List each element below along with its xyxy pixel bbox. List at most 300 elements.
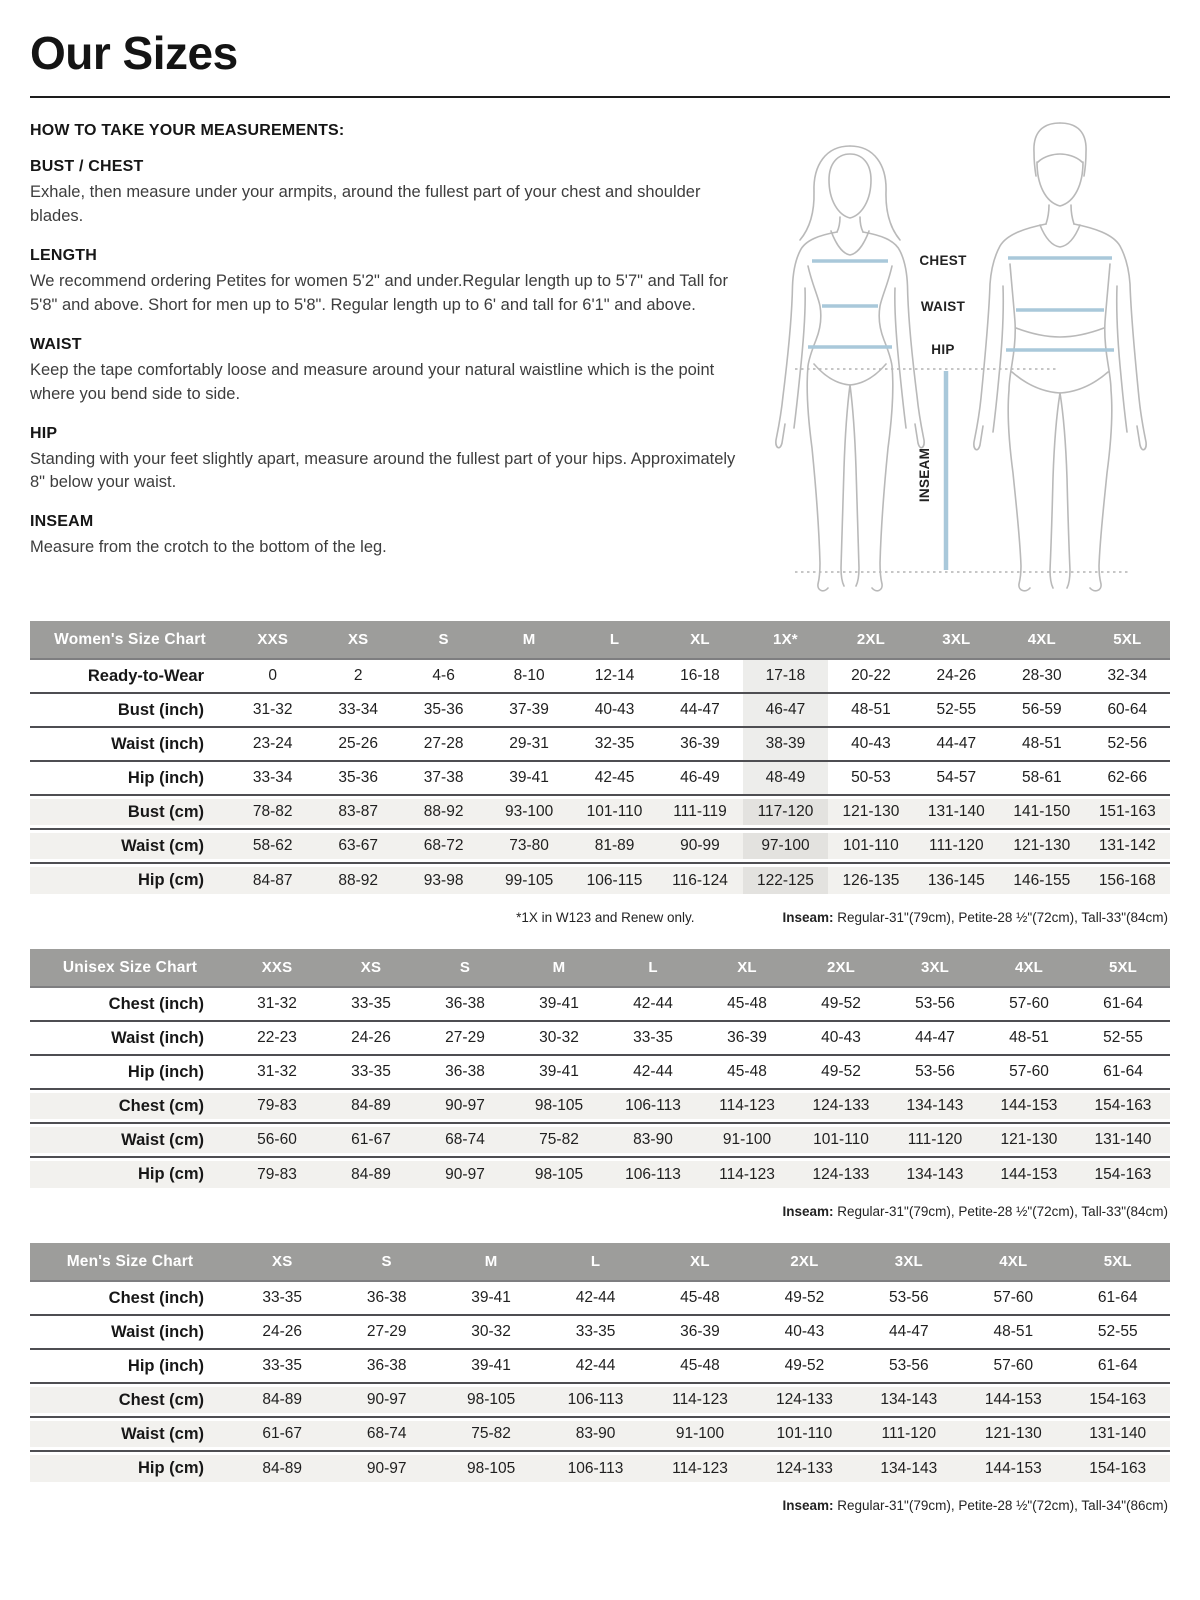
size-cell: 91-100 bbox=[648, 1417, 752, 1451]
size-cell: 46-47 bbox=[743, 693, 828, 727]
size-column-header: S bbox=[418, 949, 512, 987]
size-column-header: S bbox=[334, 1243, 438, 1281]
size-cell: 45-48 bbox=[680, 1357, 720, 1374]
size-column-header: 4XL bbox=[982, 949, 1076, 987]
size-cell: 93-98 bbox=[401, 863, 486, 897]
size-cell: 90-97 bbox=[418, 1157, 512, 1191]
size-cell: 39-41 bbox=[539, 1063, 579, 1080]
size-cell: 134-143 bbox=[888, 1157, 982, 1191]
size-cell: 50-53 bbox=[851, 769, 891, 786]
inseam-label: INSEAM bbox=[917, 447, 932, 503]
size-column-header: XS bbox=[324, 949, 418, 987]
size-cell: 33-35 bbox=[575, 1323, 616, 1340]
size-cell: 12-14 bbox=[594, 667, 635, 684]
size-cell: 53-56 bbox=[915, 995, 955, 1012]
table-title: Women's Size Chart bbox=[30, 621, 230, 659]
table-row bbox=[30, 693, 1170, 727]
size-cell: 106-113 bbox=[543, 1383, 647, 1417]
size-cell: 53-56 bbox=[889, 1289, 929, 1306]
size-cell: 111-120 bbox=[857, 1417, 961, 1451]
inseam-label: Inseam: bbox=[782, 1498, 834, 1513]
size-cell: 126-135 bbox=[828, 863, 913, 897]
size-column-header: 2XL bbox=[794, 949, 888, 987]
title-divider bbox=[30, 96, 1170, 98]
size-cell: 146-155 bbox=[999, 863, 1084, 897]
size-column-header: 2XL bbox=[828, 621, 913, 659]
size-column-header: 5XL bbox=[1076, 949, 1170, 987]
section-heading: BUST / CHEST bbox=[30, 158, 144, 175]
section-body: Exhale, then measure under your armpits, around the fullest part of your chest and shoulder blades. bbox=[30, 183, 701, 225]
size-cell: 48-51 bbox=[1009, 1029, 1049, 1046]
size-cell: 32-34 bbox=[1107, 667, 1148, 684]
size-cell: 134-143 bbox=[888, 1089, 982, 1123]
table-row bbox=[30, 1383, 1170, 1417]
size-cell: 90-97 bbox=[334, 1383, 438, 1417]
size-cell: 75-82 bbox=[512, 1123, 606, 1157]
row-label: Bust (cm) bbox=[30, 795, 230, 829]
size-cell: 42-45 bbox=[594, 769, 635, 786]
size-cell: 97-100 bbox=[743, 829, 828, 863]
size-cell: 0 bbox=[268, 667, 278, 684]
womens-size-chart bbox=[30, 621, 1170, 897]
mens-size-chart bbox=[30, 1243, 1170, 1485]
table-row bbox=[30, 987, 1170, 1021]
footnote-inseam bbox=[782, 1204, 1168, 1219]
size-cell: 84-89 bbox=[324, 1157, 418, 1191]
size-cell: 27-28 bbox=[423, 735, 464, 752]
row-label: Chest (inch) bbox=[108, 1288, 204, 1307]
size-cell: 40-43 bbox=[821, 1029, 861, 1046]
unisex-chart-footnotes bbox=[30, 1204, 1168, 1219]
inseam-label: Inseam: bbox=[782, 1204, 834, 1219]
row-label: Chest (cm) bbox=[30, 1089, 230, 1123]
size-cell: 78-82 bbox=[230, 795, 315, 829]
size-cell: 98-105 bbox=[512, 1089, 606, 1123]
male-figure-outline bbox=[974, 123, 1146, 591]
size-cell: 39-41 bbox=[509, 769, 549, 786]
size-cell: 156-168 bbox=[1085, 863, 1170, 897]
size-cell: 106-113 bbox=[606, 1157, 700, 1191]
size-cell: 52-55 bbox=[936, 701, 977, 718]
size-column-header: S bbox=[401, 621, 486, 659]
size-cell: 83-90 bbox=[543, 1417, 647, 1451]
size-cell: 35-36 bbox=[423, 701, 464, 718]
waist-label: WAIST bbox=[920, 299, 966, 314]
size-cell: 117-120 bbox=[743, 795, 828, 829]
section-hip bbox=[30, 425, 750, 496]
size-cell: 24-26 bbox=[262, 1323, 303, 1340]
size-cell: 154-163 bbox=[1076, 1089, 1170, 1123]
size-cell: 39-41 bbox=[539, 995, 579, 1012]
size-cell: 99-105 bbox=[486, 863, 571, 897]
size-cell: 88-92 bbox=[401, 795, 486, 829]
unisex-size-chart bbox=[30, 949, 1170, 1191]
table-row bbox=[30, 1281, 1170, 1315]
size-cell: 131-140 bbox=[1066, 1417, 1171, 1451]
table-row bbox=[30, 795, 1170, 829]
size-cell: 60-64 bbox=[1107, 701, 1148, 718]
size-cell: 61-64 bbox=[1097, 1357, 1138, 1374]
size-cell: 4-6 bbox=[432, 667, 455, 684]
footnote-inseam bbox=[782, 910, 1168, 925]
size-cell: 141-150 bbox=[999, 795, 1084, 829]
size-cell: 33-35 bbox=[351, 1063, 391, 1080]
size-cell: 98-105 bbox=[439, 1451, 543, 1485]
size-cell: 53-56 bbox=[915, 1063, 955, 1080]
size-cell: 90-97 bbox=[334, 1451, 438, 1485]
size-cell: 57-60 bbox=[993, 1357, 1034, 1374]
row-label: Waist (cm) bbox=[30, 1417, 230, 1451]
size-column-header: XXS bbox=[230, 949, 324, 987]
inseam-values: Regular-31"(79cm), Petite-28 ½"(72cm), Tall-34"(86cm) bbox=[833, 1498, 1168, 1513]
size-cell: 16-18 bbox=[680, 667, 720, 684]
table-row bbox=[30, 1089, 1170, 1123]
size-cell: 154-163 bbox=[1066, 1383, 1171, 1417]
table-row bbox=[30, 1123, 1170, 1157]
size-cell: 29-31 bbox=[509, 735, 549, 752]
size-column-header: XL bbox=[648, 1243, 752, 1281]
chest-label: CHEST bbox=[919, 253, 967, 268]
womens-size-chart-section bbox=[30, 621, 1170, 925]
body-measurement-diagram bbox=[750, 118, 1170, 603]
size-cell: 58-61 bbox=[1021, 769, 1062, 786]
size-cell: 121-130 bbox=[999, 829, 1084, 863]
size-column-header: 5XL bbox=[1066, 1243, 1171, 1281]
section-body: Standing with your feet slightly apart, measure around the fullest part of your hips. Approximately 8" below your waist. bbox=[30, 449, 736, 492]
size-cell: 31-32 bbox=[252, 701, 293, 718]
size-cell: 57-60 bbox=[1009, 1063, 1049, 1080]
size-cell: 131-142 bbox=[1085, 829, 1170, 863]
size-cell: 90-97 bbox=[418, 1089, 512, 1123]
size-cell: 48-51 bbox=[1021, 735, 1062, 752]
size-cell: 84-87 bbox=[230, 863, 315, 897]
size-cell: 61-67 bbox=[324, 1123, 418, 1157]
size-cell: 124-133 bbox=[794, 1157, 888, 1191]
size-cell: 40-43 bbox=[851, 735, 891, 752]
instructions-heading: HOW TO TAKE YOUR MEASUREMENTS: bbox=[30, 122, 345, 139]
row-label: Hip (cm) bbox=[30, 1451, 230, 1485]
size-cell: 114-123 bbox=[648, 1451, 752, 1485]
size-cell: 136-145 bbox=[914, 863, 999, 897]
size-cell: 93-100 bbox=[486, 795, 571, 829]
size-cell: 52-56 bbox=[1107, 735, 1148, 752]
size-cell: 121-130 bbox=[982, 1123, 1076, 1157]
size-cell: 24-26 bbox=[936, 667, 977, 684]
size-cell: 144-153 bbox=[961, 1451, 1065, 1485]
size-cell: 49-52 bbox=[784, 1289, 825, 1306]
size-column-header: XL bbox=[657, 621, 742, 659]
size-cell: 46-49 bbox=[680, 769, 720, 786]
size-cell: 134-143 bbox=[857, 1383, 961, 1417]
size-cell: 154-163 bbox=[1076, 1157, 1170, 1191]
unisex-size-chart-section bbox=[30, 949, 1170, 1219]
size-cell: 84-89 bbox=[230, 1451, 334, 1485]
size-column-header: M bbox=[439, 1243, 543, 1281]
size-cell: 73-80 bbox=[486, 829, 571, 863]
row-label: Waist (inch) bbox=[111, 1322, 204, 1341]
size-cell: 83-87 bbox=[315, 795, 400, 829]
size-cell: 88-92 bbox=[315, 863, 400, 897]
size-column-header: M bbox=[486, 621, 571, 659]
table-title: Men's Size Chart bbox=[30, 1243, 230, 1281]
size-cell: 44-47 bbox=[680, 701, 720, 718]
size-cell: 27-29 bbox=[445, 1029, 485, 1046]
size-cell: 28-30 bbox=[1021, 667, 1062, 684]
size-cell: 39-41 bbox=[471, 1289, 511, 1306]
size-cell: 124-133 bbox=[752, 1383, 856, 1417]
size-cell: 58-62 bbox=[230, 829, 315, 863]
size-column-header: 3XL bbox=[888, 949, 982, 987]
size-cell: 30-32 bbox=[471, 1323, 511, 1340]
size-cell: 38-39 bbox=[743, 727, 828, 761]
table-row bbox=[30, 1055, 1170, 1089]
size-cell: 56-60 bbox=[230, 1123, 324, 1157]
size-cell: 40-43 bbox=[784, 1323, 825, 1340]
size-cell: 20-22 bbox=[851, 667, 891, 684]
size-cell: 81-89 bbox=[572, 829, 657, 863]
size-cell: 144-153 bbox=[982, 1089, 1076, 1123]
table-title: Unisex Size Chart bbox=[30, 949, 230, 987]
row-label: Hip (inch) bbox=[127, 1356, 204, 1375]
row-label: Hip (cm) bbox=[30, 1157, 230, 1191]
size-cell: 33-34 bbox=[252, 769, 293, 786]
size-cell: 36-39 bbox=[680, 1323, 720, 1340]
table-row bbox=[30, 761, 1170, 795]
size-cell: 31-32 bbox=[257, 1063, 297, 1080]
size-cell: 42-44 bbox=[633, 995, 673, 1012]
size-cell: 124-133 bbox=[794, 1089, 888, 1123]
page-title: Our Sizes bbox=[30, 27, 238, 79]
size-cell: 111-120 bbox=[888, 1123, 982, 1157]
table-row bbox=[30, 1157, 1170, 1191]
size-cell: 45-48 bbox=[680, 1289, 720, 1306]
table-row bbox=[30, 863, 1170, 897]
size-cell: 124-133 bbox=[752, 1451, 856, 1485]
footnote-note: *1X in W123 and Renew only. bbox=[516, 910, 695, 925]
size-cell: 42-44 bbox=[575, 1357, 616, 1374]
size-cell: 31-32 bbox=[257, 995, 297, 1012]
size-cell: 62-66 bbox=[1107, 769, 1148, 786]
size-column-header: 1X* bbox=[743, 621, 828, 659]
size-cell: 40-43 bbox=[594, 701, 635, 718]
size-cell: 8-10 bbox=[513, 667, 545, 684]
size-cell: 53-56 bbox=[889, 1357, 929, 1374]
size-cell: 33-35 bbox=[351, 995, 391, 1012]
size-cell: 144-153 bbox=[961, 1383, 1065, 1417]
size-cell: 122-125 bbox=[743, 863, 828, 897]
size-cell: 154-163 bbox=[1066, 1451, 1171, 1485]
size-cell: 42-44 bbox=[633, 1063, 673, 1080]
size-cell: 68-74 bbox=[418, 1123, 512, 1157]
inseam-values: Regular-31"(79cm), Petite-28 ½"(72cm), Tall-33"(84cm) bbox=[833, 1204, 1168, 1219]
size-column-header: 4XL bbox=[961, 1243, 1065, 1281]
table-row bbox=[30, 727, 1170, 761]
row-label: Bust (inch) bbox=[117, 700, 204, 719]
size-cell: 83-90 bbox=[606, 1123, 700, 1157]
size-cell: 39-41 bbox=[471, 1357, 511, 1374]
size-column-header: 3XL bbox=[857, 1243, 961, 1281]
size-cell: 48-51 bbox=[851, 701, 891, 718]
size-cell: 106-113 bbox=[543, 1451, 647, 1485]
size-cell: 57-60 bbox=[993, 1289, 1034, 1306]
size-cell: 131-140 bbox=[1076, 1123, 1170, 1157]
footnote-inseam bbox=[782, 1498, 1168, 1513]
size-cell: 37-38 bbox=[423, 769, 464, 786]
size-cell: 90-99 bbox=[657, 829, 742, 863]
table-row bbox=[30, 1417, 1170, 1451]
row-label: Hip (inch) bbox=[127, 768, 204, 787]
row-label: Waist (cm) bbox=[30, 829, 230, 863]
size-cell: 44-47 bbox=[936, 735, 977, 752]
section-body: We recommend ordering Petites for women 5'2" and under.Regular length up to 5'7" and Tall for 5'8" and above. Short for men up to 5'8". Regular length up to 6' and tall for 6'1" and above. bbox=[30, 271, 728, 314]
size-cell: 36-38 bbox=[445, 1063, 485, 1080]
size-cell: 111-119 bbox=[657, 795, 742, 829]
hip-label: HIP bbox=[931, 342, 955, 357]
section-heading: INSEAM bbox=[30, 513, 94, 531]
size-cell: 32-35 bbox=[594, 735, 635, 752]
size-cell: 57-60 bbox=[1009, 995, 1049, 1012]
size-cell: 61-64 bbox=[1103, 995, 1143, 1012]
row-label: Hip (cm) bbox=[30, 863, 230, 897]
section-heading: WAIST bbox=[30, 335, 82, 353]
size-cell: 84-89 bbox=[324, 1089, 418, 1123]
size-cell: 121-130 bbox=[828, 795, 913, 829]
size-cell: 98-105 bbox=[512, 1157, 606, 1191]
table-row bbox=[30, 1451, 1170, 1485]
size-cell: 61-64 bbox=[1103, 1063, 1143, 1080]
inseam-label: Inseam: bbox=[782, 910, 834, 925]
womens-chart-footnotes bbox=[30, 910, 1168, 925]
size-cell: 61-67 bbox=[230, 1417, 334, 1451]
size-cell: 45-48 bbox=[727, 1063, 767, 1080]
size-cell: 121-130 bbox=[961, 1417, 1065, 1451]
size-cell: 61-64 bbox=[1097, 1289, 1138, 1306]
size-column-header: L bbox=[606, 949, 700, 987]
size-column-header: XS bbox=[230, 1243, 334, 1281]
size-cell: 68-74 bbox=[334, 1417, 438, 1451]
size-cell: 144-153 bbox=[982, 1157, 1076, 1191]
size-cell: 35-36 bbox=[338, 769, 378, 786]
inseam-guide-lines bbox=[795, 369, 1128, 572]
size-cell: 131-140 bbox=[914, 795, 999, 829]
size-cell: 52-55 bbox=[1103, 1029, 1143, 1046]
size-cell: 23-24 bbox=[252, 735, 293, 752]
section-bust-chest bbox=[30, 158, 750, 229]
size-cell: 27-29 bbox=[366, 1323, 407, 1340]
size-column-header: M bbox=[512, 949, 606, 987]
size-cell: 114-123 bbox=[700, 1089, 794, 1123]
row-label: Hip (inch) bbox=[127, 1062, 204, 1081]
table-row bbox=[30, 1021, 1170, 1055]
size-cell: 79-83 bbox=[230, 1157, 324, 1191]
size-cell: 106-115 bbox=[572, 863, 657, 897]
size-cell: 24-26 bbox=[351, 1029, 391, 1046]
size-cell: 33-34 bbox=[338, 701, 378, 718]
row-label: Chest (cm) bbox=[30, 1383, 230, 1417]
size-cell: 98-105 bbox=[439, 1383, 543, 1417]
section-body: Keep the tape comfortably loose and measure around your natural waistline which is the point where you bend side to side. bbox=[30, 360, 715, 403]
size-column-header: XL bbox=[700, 949, 794, 987]
table-row bbox=[30, 1349, 1170, 1383]
size-column-header: L bbox=[572, 621, 657, 659]
size-cell: 151-163 bbox=[1085, 795, 1170, 829]
size-cell: 42-44 bbox=[575, 1289, 616, 1306]
size-cell: 75-82 bbox=[439, 1417, 543, 1451]
mens-chart-footnotes bbox=[30, 1498, 1168, 1513]
size-column-header: 2XL bbox=[752, 1243, 856, 1281]
size-cell: 45-48 bbox=[727, 995, 767, 1012]
size-cell: 22-23 bbox=[257, 1029, 297, 1046]
size-cell: 48-51 bbox=[993, 1323, 1034, 1340]
row-label: Ready-to-Wear bbox=[87, 666, 204, 685]
size-cell: 91-100 bbox=[700, 1123, 794, 1157]
size-cell: 54-57 bbox=[936, 769, 977, 786]
size-column-header: XXS bbox=[230, 621, 315, 659]
size-cell: 33-35 bbox=[633, 1029, 673, 1046]
section-inseam bbox=[30, 513, 750, 560]
size-cell: 134-143 bbox=[857, 1451, 961, 1485]
size-cell: 79-83 bbox=[230, 1089, 324, 1123]
size-cell: 48-49 bbox=[743, 761, 828, 795]
size-cell: 49-52 bbox=[821, 1063, 861, 1080]
size-cell: 37-39 bbox=[509, 701, 549, 718]
size-cell: 25-26 bbox=[338, 735, 378, 752]
inseam-values: Regular-31"(79cm), Petite-28 ½"(72cm), Tall-33"(84cm) bbox=[833, 910, 1168, 925]
section-waist bbox=[30, 336, 750, 407]
size-cell: 68-72 bbox=[401, 829, 486, 863]
section-heading: LENGTH bbox=[30, 246, 97, 264]
size-column-header: 5XL bbox=[1085, 621, 1170, 659]
measurement-instructions bbox=[30, 118, 750, 603]
size-cell: 44-47 bbox=[915, 1029, 955, 1046]
table-row bbox=[30, 829, 1170, 863]
table-row bbox=[30, 1315, 1170, 1349]
size-cell: 106-113 bbox=[606, 1089, 700, 1123]
size-cell: 30-32 bbox=[539, 1029, 579, 1046]
size-cell: 52-55 bbox=[1097, 1323, 1138, 1340]
size-cell: 101-110 bbox=[794, 1123, 888, 1157]
size-cell: 114-123 bbox=[648, 1383, 752, 1417]
size-cell: 36-38 bbox=[445, 995, 485, 1012]
size-cell: 63-67 bbox=[315, 829, 400, 863]
row-label: Chest (inch) bbox=[108, 994, 204, 1013]
size-cell: 101-110 bbox=[572, 795, 657, 829]
size-cell: 114-123 bbox=[700, 1157, 794, 1191]
top-content bbox=[30, 118, 1170, 603]
size-cell: 36-38 bbox=[366, 1357, 407, 1374]
size-cell: 36-38 bbox=[366, 1289, 407, 1306]
size-cell: 33-35 bbox=[262, 1357, 303, 1374]
section-length bbox=[30, 247, 750, 318]
row-label: Waist (inch) bbox=[111, 734, 204, 753]
size-cell: 101-110 bbox=[828, 829, 913, 863]
mens-size-chart-section bbox=[30, 1243, 1170, 1513]
size-cell: 33-35 bbox=[262, 1289, 303, 1306]
size-cell: 17-18 bbox=[743, 659, 828, 693]
row-label: Waist (inch) bbox=[111, 1028, 204, 1047]
size-cell: 36-39 bbox=[727, 1029, 767, 1046]
size-cell: 49-52 bbox=[784, 1357, 825, 1374]
size-cell: 111-120 bbox=[914, 829, 999, 863]
size-column-header: XS bbox=[315, 621, 400, 659]
size-cell: 84-89 bbox=[230, 1383, 334, 1417]
size-cell: 56-59 bbox=[1021, 701, 1062, 718]
figures-diagram bbox=[750, 118, 1170, 598]
size-cell: 49-52 bbox=[821, 995, 861, 1012]
size-cell: 44-47 bbox=[889, 1323, 929, 1340]
row-label: Waist (cm) bbox=[30, 1123, 230, 1157]
size-column-header: L bbox=[543, 1243, 647, 1281]
